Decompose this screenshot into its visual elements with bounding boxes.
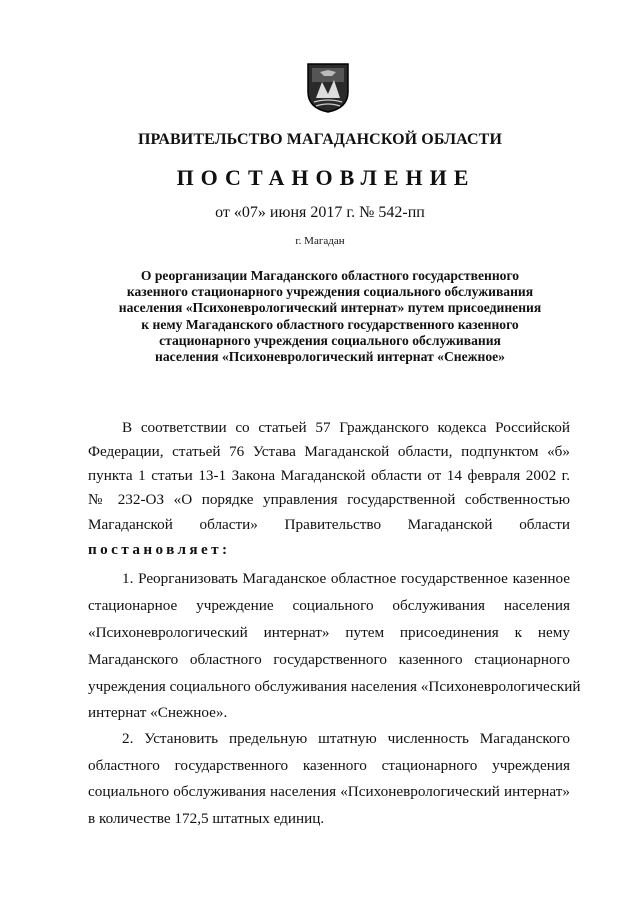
word: областного bbox=[88, 757, 160, 774]
word: нему bbox=[537, 624, 570, 641]
item-1-line bbox=[88, 596, 570, 616]
word: интернат» bbox=[263, 624, 330, 641]
word: населения bbox=[503, 597, 570, 614]
item-2-line: 2. Установить предельную штатную численность Магаданского bbox=[122, 730, 570, 747]
word: Магаданской bbox=[407, 516, 493, 533]
document-type-heading: ПОСТАНОВЛЕНИЕ bbox=[176, 165, 476, 190]
word: обслуживания bbox=[392, 597, 486, 614]
item-2-line: в количестве 172,5 штатных единиц. bbox=[88, 810, 325, 827]
word: казенного bbox=[302, 757, 367, 774]
word: Магаданской bbox=[88, 516, 173, 533]
government-title: ПРАВИТЕЛЬСТВО МАГАДАНСКОЙ ОБЛАСТИ bbox=[137, 131, 502, 148]
word: учреждения bbox=[492, 757, 570, 774]
word: области» bbox=[199, 516, 258, 533]
document-subject bbox=[70, 268, 590, 365]
word: «Психоневрологический bbox=[88, 624, 248, 641]
word: учреждение bbox=[196, 597, 274, 614]
subject-line: казенного стационарного учреждения социального обслуживания bbox=[126, 284, 534, 300]
item-1-line: интернат «Снежное». bbox=[88, 704, 228, 721]
item-1-line bbox=[88, 623, 570, 643]
word: к bbox=[514, 624, 523, 641]
preamble-line bbox=[88, 515, 570, 535]
document-date-number: от «07» июня 2017 г. № 542-пп bbox=[215, 204, 425, 221]
subject-line: населения «Психоневрологический интернат «Снежное» bbox=[155, 349, 505, 365]
subject-line: О реорганизации Магаданского областного государственного bbox=[140, 268, 520, 283]
word: присоединения bbox=[399, 624, 499, 641]
subject-line: к нему Магаданского областного государственного казенного bbox=[141, 316, 519, 332]
subject-line: стационарного учреждения социального обслуживания bbox=[159, 332, 501, 348]
word: стационарное bbox=[88, 597, 178, 614]
preamble-line: пункта 1 статьи 13-1 Закона Магаданской области от 14 февраля 2002 г. bbox=[88, 467, 570, 484]
document-city: г. Магадан bbox=[295, 235, 345, 247]
word: путем bbox=[345, 624, 385, 641]
preamble-text: В соответствии со статьей 57 Гражданского кодекса Российской bbox=[122, 419, 570, 436]
item-1-line: 1. Реорганизовать Магаданское областное государственное казенное bbox=[122, 570, 570, 587]
resolves-keyword: постановляет: bbox=[88, 541, 231, 558]
word: социального bbox=[292, 597, 374, 614]
word: стационарного bbox=[381, 757, 478, 774]
subject-line: населения «Психоневрологический интернат» путем присоединения bbox=[118, 300, 542, 316]
item-1-line: Магаданского областного государственного казенного стационарного bbox=[88, 651, 570, 668]
preamble-line: Федерации, статьей 76 Устава Магаданской области, подпунктом «б» bbox=[88, 443, 570, 460]
preamble-line: № 232-ОЗ «О порядке управления государственной собственностью bbox=[88, 491, 570, 508]
coat-of-arms-emblem bbox=[306, 62, 350, 114]
word: государственного bbox=[174, 757, 289, 774]
item-2-line bbox=[88, 756, 570, 776]
preamble-line bbox=[88, 418, 570, 438]
item-2-line: социального обслуживания населения «Психоневрологический интернат» bbox=[88, 783, 570, 800]
item-1-line: учреждения социального обслуживания населения «Психоневрологический bbox=[88, 678, 581, 695]
word: области bbox=[519, 516, 570, 533]
word: Правительство bbox=[284, 516, 382, 533]
